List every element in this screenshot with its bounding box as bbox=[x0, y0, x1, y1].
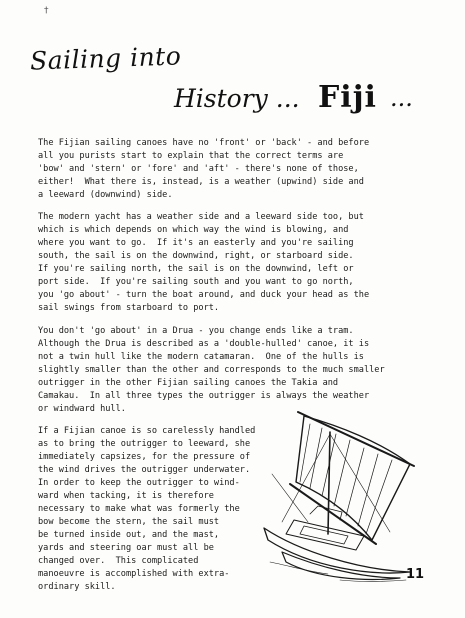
text-line: the wind drives the outrigger underwater. bbox=[38, 465, 251, 475]
corner-mark: † bbox=[44, 6, 49, 16]
text-line: port side. If you're sailing south and you want to go north, bbox=[38, 277, 354, 287]
text-line: ordinary skill. bbox=[38, 582, 116, 592]
text-line: bow become the stern, the sail must bbox=[38, 517, 220, 527]
text-line: south, the sail is on the downwind, right, or starboard side. bbox=[38, 251, 354, 261]
text-line: In order to keep the outrigger to wind- bbox=[38, 478, 240, 488]
title-history: History ... bbox=[174, 84, 300, 113]
text-line: If you're sailing north, the sail is on the downwind, left or bbox=[38, 264, 354, 274]
text-line: Although the Drua is described as a 'double-hulled' canoe, it is bbox=[38, 339, 370, 349]
text-line: The Fijian sailing canoes have no 'front' or 'back' - and before bbox=[38, 138, 370, 148]
drua-canoe-illustration bbox=[260, 402, 420, 584]
title-fiji: Fiji bbox=[318, 80, 377, 115]
text-line: ward when tacking, it is therefore bbox=[38, 491, 214, 501]
text-line: necessary to make what was formerly the bbox=[38, 504, 240, 514]
text-line: yards and steering oar must all be bbox=[38, 543, 214, 553]
title-sailing-into: Sailing into bbox=[29, 41, 182, 76]
text-line: a leeward (downwind) side. bbox=[38, 190, 173, 200]
text-line: immediately capsizes, for the pressure of bbox=[38, 452, 251, 462]
title-trailing-dots: ... bbox=[390, 84, 413, 112]
text-line: where you want to go. If it's an easterly and you're sailing bbox=[38, 238, 354, 248]
text-line: changed over. This complicated bbox=[38, 556, 199, 566]
text-line: 'bow' and 'stern' or 'fore' and 'aft' - there's none of those, bbox=[38, 164, 359, 174]
text-line: sail swings from starboard to port. bbox=[38, 303, 220, 313]
paragraph-capsize bbox=[38, 425, 278, 594]
text-line: outrigger in the other Fijian sailing canoes the Takia and bbox=[38, 378, 339, 388]
text-line: manoeuvre is accomplished with extra- bbox=[38, 569, 230, 579]
text-line: Camakau. In all three types the outrigger is always the weather bbox=[38, 391, 370, 401]
text-line: or windward hull. bbox=[38, 404, 126, 414]
text-line: be turned inside out, and the mast, bbox=[38, 530, 220, 540]
text-line: you 'go about' - turn the boat around, and duck your head as the bbox=[38, 290, 370, 300]
text-line: If a Fijian canoe is so carelessly handled bbox=[38, 426, 256, 436]
text-line: You don't 'go about' in a Drua - you change ends like a tram. bbox=[38, 326, 354, 336]
text-line: which is which depends on which way the wind is blowing, and bbox=[38, 225, 349, 235]
text-line: as to bring the outrigger to leeward, she bbox=[38, 439, 251, 449]
text-line: not a twin hull like the modern catamaran. One of the hulls is bbox=[38, 352, 364, 362]
text-line: The modern yacht has a weather side and a leeward side too, but bbox=[38, 212, 364, 222]
text-line: all you purists start to explain that the correct terms are bbox=[38, 151, 344, 161]
page-number: 11 bbox=[406, 567, 425, 582]
text-line: slightly smaller than the other and corresponds to the much smaller bbox=[38, 365, 385, 375]
paragraph-modern-yacht bbox=[38, 211, 442, 315]
paragraph-weather-leeward bbox=[38, 137, 442, 202]
text-line: either! What there is, instead, is a weather (upwind) side and bbox=[38, 177, 364, 187]
